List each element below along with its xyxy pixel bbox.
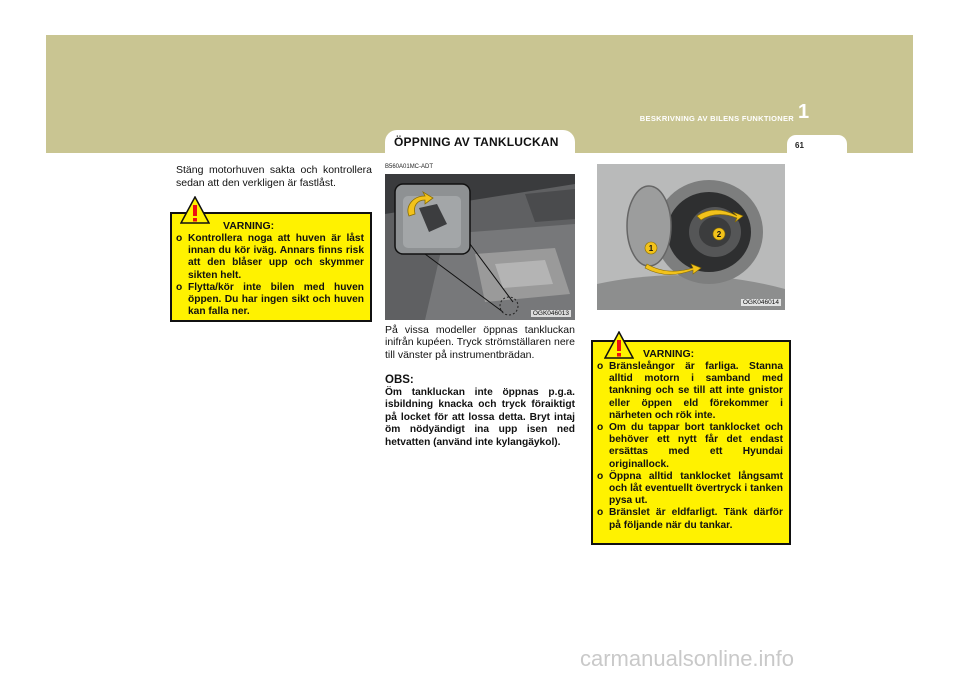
page-number: 61: [795, 141, 804, 150]
chapter-title: BESKRIVNING AV BILENS FUNKTIONER: [639, 114, 794, 123]
warning-title: VARNING:: [643, 348, 695, 360]
photo-code: OGK046013: [532, 310, 569, 317]
note-title: OBS:: [385, 374, 414, 386]
warning-item: [597, 507, 783, 531]
warning-item-text: Flytta/kör inte bilen med huven öppen. Du har ingen sikt och huven kan falla ner.: [188, 281, 364, 318]
watermark: carmanualsonline.info: [580, 646, 795, 671]
warning-box-fuel: [591, 340, 791, 545]
warning-item: [597, 422, 783, 471]
warning-box-hood: [170, 212, 372, 322]
fuel-door-description: På vissa modeller öppnas tankluckan inifrån kupéen. Tryck strömställaren nere till vänster på instrumentbrädan.: [385, 324, 575, 361]
warning-item: [176, 282, 364, 319]
list-bullet: o: [597, 422, 604, 434]
callout-2: 2: [716, 230, 722, 239]
photo-code: OGK046014: [742, 299, 779, 306]
warning-item: [597, 361, 783, 422]
interior-photo-illustration: [385, 174, 575, 320]
list-bullet: o: [176, 233, 183, 244]
warning-item-text: Om du tappar bort tanklocket och behöver ett nytt får det endast ersättas med ett Hyundai originallock.: [609, 422, 783, 470]
warning-triangle-icon: [604, 331, 634, 359]
section-title: ÖPPNING AV TANKLUCKAN: [394, 135, 559, 149]
warning-item: [597, 471, 783, 508]
interior-release-switch-photo: [385, 174, 575, 320]
section-code: B560A01MC-ADT: [385, 164, 434, 170]
note-text: Öm tankluckan inte öppnas p.g.a. isbildning knacka och tryck föraiktigt på locket för att lossa detta. Bryt intaj öm nödyändigt ina upp isen ned hetvatten (använd inte kylangäykol).: [385, 387, 575, 448]
warning-triangle-icon: [180, 196, 210, 224]
warning-item-text: Bränsleångor är farliga. Stanna alltid motorn i samband med tankning och se till att inte gnistor eller öppen eld förekommer i närheten och rök inte.: [609, 361, 783, 421]
warning-item-text: Öppna alltid tanklocket långsamt och låt eventuellt övertryck i tanken pysa ut.: [609, 470, 783, 507]
warning-item-text: Bränslet är eldfarligt. Tänk därför på följande när du tankar.: [609, 507, 783, 531]
list-bullet: o: [597, 361, 604, 372]
list-bullet: o: [597, 507, 604, 519]
warning-list: [597, 361, 783, 532]
fuel-cap-illustration: [597, 164, 785, 310]
fuel-cap-photo: [597, 164, 785, 310]
hood-close-instruction: Stäng motorhuven sakta och kontrollera sedan att den verkligen är fastlåst.: [176, 164, 372, 189]
chapter-number: 1: [798, 101, 810, 123]
warning-title: VARNING:: [223, 220, 275, 232]
warning-list: [176, 233, 364, 318]
callout-1: 1: [648, 244, 654, 253]
list-bullet: o: [176, 281, 183, 293]
list-bullet: o: [597, 470, 604, 482]
warning-item: [176, 233, 364, 282]
warning-item-text: Kontrollera noga att huven är låst innan du kör iväg. Annars finns risk att den blåser upp och skymmer sikten helt.: [188, 233, 364, 281]
